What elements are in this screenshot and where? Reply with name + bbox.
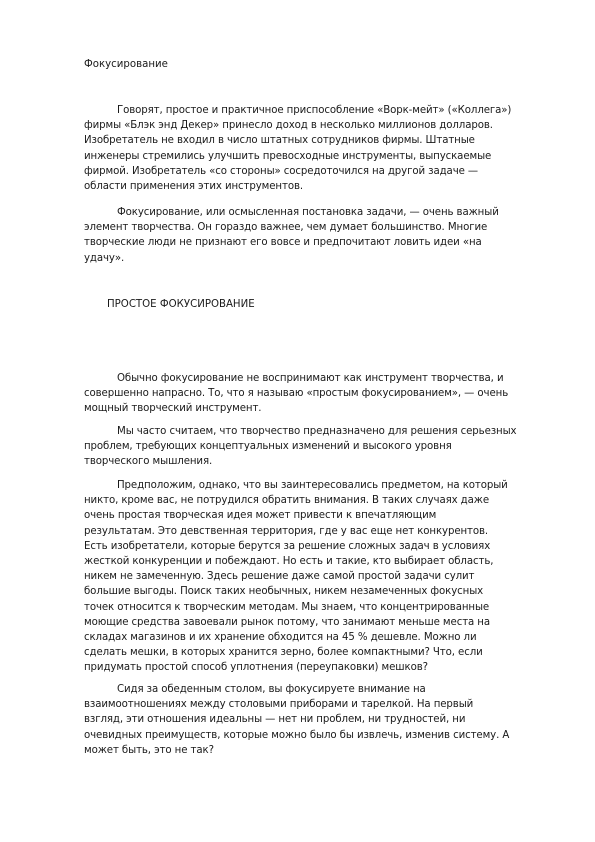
text-line: жесткой конкуренции и побеждают. Но есть и такие, кто выбирает область, (84, 556, 494, 568)
text-line: творческого мышления. (84, 456, 213, 468)
text-line: очевидных преимуществ, которые можно было бы извлечь, изменив систему. А (84, 729, 510, 741)
text-line: Сидя за обеденным столом, вы фокусируете внимание на (117, 684, 426, 695)
text-line: может быть, это не так? (84, 744, 214, 756)
text-line: точек относится к творческим методам. Мы знаем, что концентрированные (84, 601, 490, 613)
text-line: совершенно напрасно. То, что я называю «простым фокусированием», — очень (84, 388, 509, 400)
text-line: удачу». (84, 252, 125, 264)
text-line: никто, кроме вас, не потрудился обратить внимания. В таких случаях даже (84, 495, 490, 507)
text-line: Фокусирование, или осмысленная постановка задачи, — очень важный (117, 207, 499, 218)
text-line: никем не замеченную. Здесь решение даже самой простой задачи сулит (84, 571, 475, 583)
text-line: большие выгоды. Поиск таких необычных, никем незамеченных фокусных (84, 586, 484, 598)
text-line: фирмой. Изобретатель «со стороны» сосредоточился на другой задаче — (84, 165, 479, 177)
text-line: складах магазинов и их хранение обходится на 45 % дешевле. Можно ли (84, 632, 477, 644)
text-line: придумать простой способ уплотнения (переупаковки) мешков? (84, 662, 428, 674)
paragraph-4 (84, 424, 524, 470)
text-line: моющие средства завоевали рынок потому, что занимают меньше места на (84, 616, 491, 628)
text-line: области применения этих инструментов. (84, 181, 303, 193)
text-line: Обычно фокусирование не воспринимают как инструмент творчества, и (117, 373, 504, 384)
text-line: элемент творчества. Он гораздо важнее, чем думает большинство. Многие (84, 222, 488, 234)
text-line: результатам. Это девственная территория, где у вас еще нет конкурентов. (84, 525, 489, 537)
paragraph-3 (84, 371, 524, 417)
text-line: Есть изобретатели, которые берутся за решение сложных задач в условиях (84, 540, 491, 552)
paragraph-2 (84, 205, 524, 266)
paragraph-5 (84, 478, 524, 676)
text-line: проблем, требующих концептуальных изменений и высокого уровня (84, 441, 452, 453)
text-line: сделать мешки, в которых хранится зерно, более компактными? Что, если (84, 647, 483, 659)
text-line: Мы часто считаем, что творчество предназначено для решения серьезных (117, 426, 517, 437)
text-line: Говорят, простое и практичное приспособление «Ворк-мейт» («Коллега») (117, 105, 512, 116)
paragraph-1 (84, 103, 524, 194)
text-line: творческие люди не признают его вовсе и предпочитают ловить идеи «на (84, 237, 482, 249)
text-line: Предположим, однако, что вы заинтересовались предметом, на который (117, 480, 508, 491)
section-heading: ПРОСТОЕ ФОКУСИРОВАНИЕ (107, 299, 255, 310)
paragraph-6 (84, 682, 524, 758)
text-line: мощный творческий инструмент. (84, 403, 262, 415)
text-line: взгляд, эти отношения идеальны — нет ни проблем, ни трудностей, ни (84, 714, 466, 726)
text-line: фирмы «Блэк энд Декер» принесло доход в несколько миллионов долларов. (84, 120, 493, 132)
document-title: Фокусирование (84, 59, 168, 70)
text-line: взаимоотношениях между столовыми приборами и тарелкой. На первый (84, 699, 474, 711)
text-line: Изобретатель не входил в число штатных сотрудников фирмы. Штатные (84, 135, 475, 147)
text-line: очень простая творческая идея может привести к впечатляющим (84, 510, 437, 522)
text-line: инженеры стремились улучшить превосходные инструменты, выпускаемые (84, 150, 492, 162)
